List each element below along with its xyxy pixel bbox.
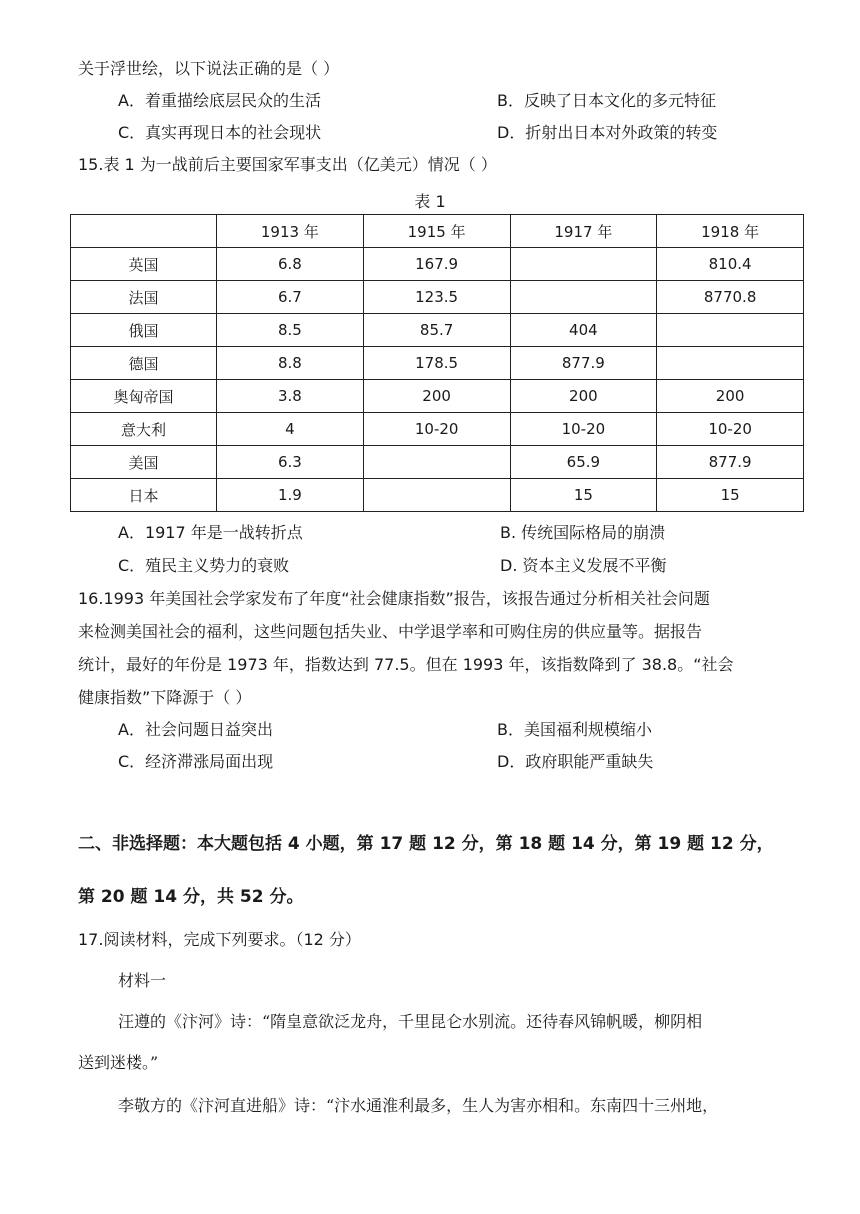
table-cell <box>363 479 510 512</box>
table-cell: 200 <box>510 380 657 413</box>
country-cell: 日本 <box>71 479 217 512</box>
poem-line: 汪遵的《汴河》诗：“隋皇意欲泛龙舟，千里昆仑水别流。还待春风锦帆暖，柳阴相 <box>118 1012 703 1031</box>
table-cell: 123.5 <box>363 281 510 314</box>
q16-stem-line: 健康指数”下降源于（ ） <box>78 688 252 707</box>
country-cell: 德国 <box>71 347 217 380</box>
table-cell: 65.9 <box>510 446 657 479</box>
poem-line: 李敬方的《汴河直进船》诗：“汴水通淮利最多，生人为害亦相和。东南四十三州地， <box>118 1096 719 1115</box>
table-header-row <box>71 215 804 248</box>
table-row <box>71 380 804 413</box>
table-cell: 200 <box>657 380 804 413</box>
table-cell <box>363 446 510 479</box>
q14-stem: 关于浮世绘，以下说法正确的是（ ） <box>78 59 340 78</box>
table-cell <box>510 281 657 314</box>
country-cell: 意大利 <box>71 413 217 446</box>
table-cell: 15 <box>510 479 657 512</box>
q15-option-a: A．1917 年是一战转折点 <box>118 523 303 542</box>
table-row <box>71 281 804 314</box>
table-cell: 6.8 <box>217 248 364 281</box>
country-cell: 奥匈帝国 <box>71 380 217 413</box>
table-cell: 10-20 <box>510 413 657 446</box>
q15-stem: 15.表 1 为一战前后主要国家军事支出（亿美元）情况（ ） <box>78 155 497 174</box>
table-cell <box>510 248 657 281</box>
section-heading: 二、非选择题：本大题包括 4 小题，第 17 题 12 分，第 18 题 14 分，第 19 题 12 分， <box>78 834 774 854</box>
q16-option-d: D．政府职能严重缺失 <box>497 752 654 771</box>
table-cell: 3.8 <box>217 380 364 413</box>
table-cell: 6.3 <box>217 446 364 479</box>
q16-stem-line: 来检测美国社会的福利，这些问题包括失业、中学退学率和可购住房的供应量等。据报告 <box>78 622 703 641</box>
table-header-cell: 1915 年 <box>363 215 510 248</box>
table-row <box>71 479 804 512</box>
table-cell: 404 <box>510 314 657 347</box>
table-cell: 8770.8 <box>657 281 804 314</box>
table-cell: 877.9 <box>657 446 804 479</box>
material-label: 材料一 <box>118 971 167 990</box>
table-cell: 200 <box>363 380 510 413</box>
poem-line: 送到迷楼。” <box>78 1053 159 1072</box>
table-row <box>71 446 804 479</box>
table-cell: 810.4 <box>657 248 804 281</box>
table-header-cell: 1918 年 <box>657 215 804 248</box>
section-heading-cont: 第 20 题 14 分，共 52 分。 <box>78 887 304 907</box>
country-cell: 英国 <box>71 248 217 281</box>
q14-option-a: A．着重描绘底层民众的生活 <box>118 91 321 110</box>
q16-option-b: B．美国福利规模缩小 <box>497 720 652 739</box>
table-cell: 10-20 <box>657 413 804 446</box>
table-cell <box>657 347 804 380</box>
country-cell: 俄国 <box>71 314 217 347</box>
table-row <box>71 314 804 347</box>
table-caption: 表 1 <box>414 192 446 211</box>
table-header-cell: 1913 年 <box>217 215 364 248</box>
table-cell: 1.9 <box>217 479 364 512</box>
country-cell: 美国 <box>71 446 217 479</box>
table-row <box>71 413 804 446</box>
table-header-cell: 1917 年 <box>510 215 657 248</box>
table-cell: 15 <box>657 479 804 512</box>
table-cell: 877.9 <box>510 347 657 380</box>
table-cell: 4 <box>217 413 364 446</box>
q15-option-c: C．殖民主义势力的衰败 <box>118 556 290 575</box>
table-cell: 8.8 <box>217 347 364 380</box>
table-row <box>71 347 804 380</box>
q14-option-b: B．反映了日本文化的多元特征 <box>497 91 716 110</box>
table-cell: 6.7 <box>217 281 364 314</box>
q15-option-b: B. 传统国际格局的崩溃 <box>500 523 666 542</box>
q16-option-c: C．经济滞涨局面出现 <box>118 752 274 771</box>
table-cell: 8.5 <box>217 314 364 347</box>
table-row <box>71 248 804 281</box>
country-cell: 法国 <box>71 281 217 314</box>
table-cell: 178.5 <box>363 347 510 380</box>
q15-option-d: D. 资本主义发展不平衡 <box>500 556 667 575</box>
q17-stem: 17.阅读材料，完成下列要求。（12 分） <box>78 930 361 949</box>
table-cell: 167.9 <box>363 248 510 281</box>
table-cell <box>657 314 804 347</box>
q14-option-c: C．真实再现日本的社会现状 <box>118 123 322 142</box>
table-cell: 10-20 <box>363 413 510 446</box>
table-header-cell <box>71 215 217 248</box>
q16-stem-line: 16.1993 年美国社会学家发布了年度“社会健康指数”报告，该报告通过分析相关社会问题 <box>78 589 710 608</box>
table-cell: 85.7 <box>363 314 510 347</box>
q16-stem-line: 统计，最好的年份是 1973 年，指数达到 77.5。但在 1993 年，该指数降到了 38.8。“社会 <box>78 655 734 674</box>
q14-option-d: D．折射出日本对外政策的转变 <box>497 123 718 142</box>
military-spending-table <box>70 214 804 512</box>
q16-option-a: A．社会问题日益突出 <box>118 720 273 739</box>
